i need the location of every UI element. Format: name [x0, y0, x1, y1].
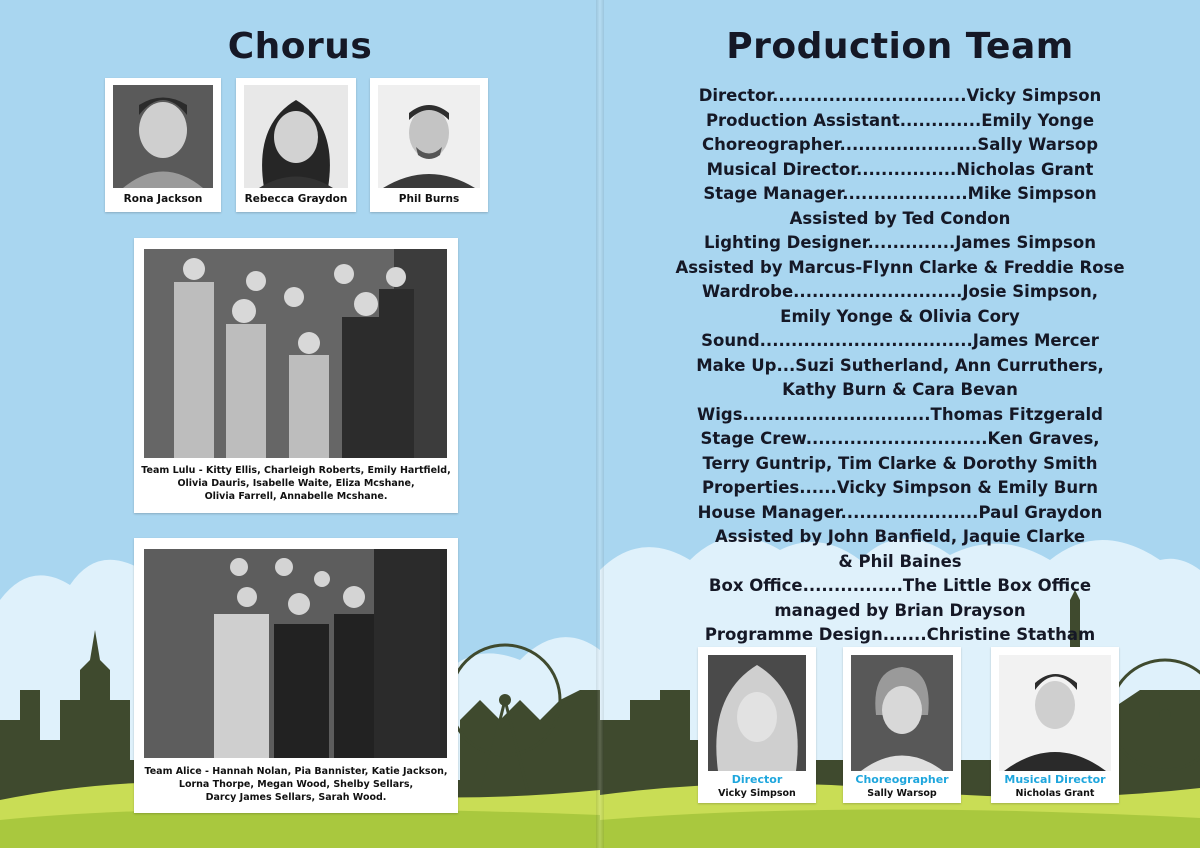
- credit-line: Make Up...Suzi Sutherland, Ann Curruthers,: [696, 355, 1104, 375]
- team-alice-card: [134, 538, 458, 813]
- credit-line: Emily Yonge & Olivia Cory: [780, 306, 1020, 326]
- team-alice-group-photo: [144, 549, 447, 758]
- chorus-card-phil-burns: [370, 78, 488, 212]
- credit-line: Wigs..............................Thomas Fitzgerald: [697, 404, 1103, 424]
- featured-name: Vicky Simpson: [718, 788, 796, 799]
- team-lulu-card: [134, 238, 458, 513]
- featured-role: Director: [731, 773, 783, 786]
- credit-line: Director...............................Vicky Simpson: [698, 86, 1102, 105]
- featured-card-director: [698, 647, 816, 803]
- credit-line: Musical Director................Nicholas Grant: [706, 159, 1094, 179]
- credit-line: Sound..................................James Mercer: [701, 331, 1099, 350]
- credit-line: Kathy Burn & Cara Bevan: [782, 380, 1018, 399]
- caption-line: Team Lulu - Kitty Ellis, Charleigh Roberts, Emily Hartfield,: [141, 465, 451, 476]
- credit-line: Terry Guntrip, Tim Clarke & Dorothy Smith: [702, 453, 1098, 473]
- credit-line: Assisted by Marcus-Flynn Clarke & Freddie Rose: [675, 257, 1125, 277]
- team-alice-caption: [134, 765, 458, 804]
- credit-line: Stage Manager....................Mike Simpson: [703, 184, 1097, 203]
- production-credits-list: [600, 84, 1200, 648]
- credit-line: House Manager......................Paul Graydon: [697, 502, 1103, 522]
- portrait-photo: [851, 655, 953, 771]
- featured-role: Choreographer: [855, 773, 949, 786]
- credit-line: Assisted by John Banfield, Jaquie Clarke: [714, 527, 1086, 546]
- team-lulu-caption: [134, 464, 458, 503]
- caption-line: Lorna Thorpe, Megan Wood, Shelby Sellars,: [178, 779, 414, 790]
- chorus-member-name: Phil Burns: [398, 193, 460, 205]
- credit-line: & Phil Baines: [838, 551, 962, 571]
- portrait-photo: [378, 85, 480, 188]
- featured-role: Musical Director: [1004, 773, 1106, 786]
- portrait-photo: [244, 85, 348, 188]
- caption-line: Darcy James Sellars, Sarah Wood.: [205, 792, 387, 803]
- caption-line: Olivia Farrell, Annabelle Mcshane.: [204, 491, 388, 502]
- chorus-member-name: Rona Jackson: [123, 193, 203, 205]
- right-page: [600, 0, 1200, 848]
- featured-card-choreographer: [843, 647, 961, 803]
- credit-line: Wardrobe...........................Josie Simpson,: [701, 282, 1098, 301]
- credit-line: Programme Design.......Christine Statham: [704, 625, 1096, 644]
- credit-line: Assisted by Ted Condon: [789, 208, 1011, 228]
- chorus-card-rebecca-graydon: [236, 78, 356, 212]
- portrait-photo: [708, 655, 806, 771]
- credit-line: Lighting Designer..............James Simpson: [704, 233, 1096, 252]
- credit-line: Properties......Vicky Simpson & Emily Burn: [701, 478, 1099, 497]
- featured-name: Sally Warsop: [867, 788, 937, 799]
- caption-line: Team Alice - Hannah Nolan, Pia Bannister, Katie Jackson,: [144, 766, 448, 777]
- credit-line: Production Assistant.............Emily Yonge: [705, 110, 1095, 130]
- credit-line: Box Office................The Little Box Office: [708, 576, 1092, 595]
- featured-card-musical-director: [991, 647, 1119, 803]
- production-team-title: Production Team: [726, 26, 1074, 67]
- portrait-photo: [113, 85, 213, 188]
- credit-line: managed by Brian Drayson: [774, 600, 1026, 620]
- caption-line: Olivia Dauris, Isabelle Waite, Eliza Mcshane,: [177, 478, 415, 489]
- page-fold: [596, 0, 604, 848]
- portrait-photo: [999, 655, 1111, 771]
- credit-line: Stage Crew.............................Ken Graves,: [700, 429, 1100, 448]
- credit-line: Choreographer......................Sally Warsop: [701, 135, 1099, 154]
- chorus-title: Chorus: [227, 26, 373, 67]
- team-lulu-group-photo: [144, 249, 447, 458]
- chorus-member-name: Rebecca Graydon: [244, 193, 348, 205]
- chorus-card-rona-jackson: [105, 78, 221, 212]
- featured-name: Nicholas Grant: [1015, 788, 1095, 799]
